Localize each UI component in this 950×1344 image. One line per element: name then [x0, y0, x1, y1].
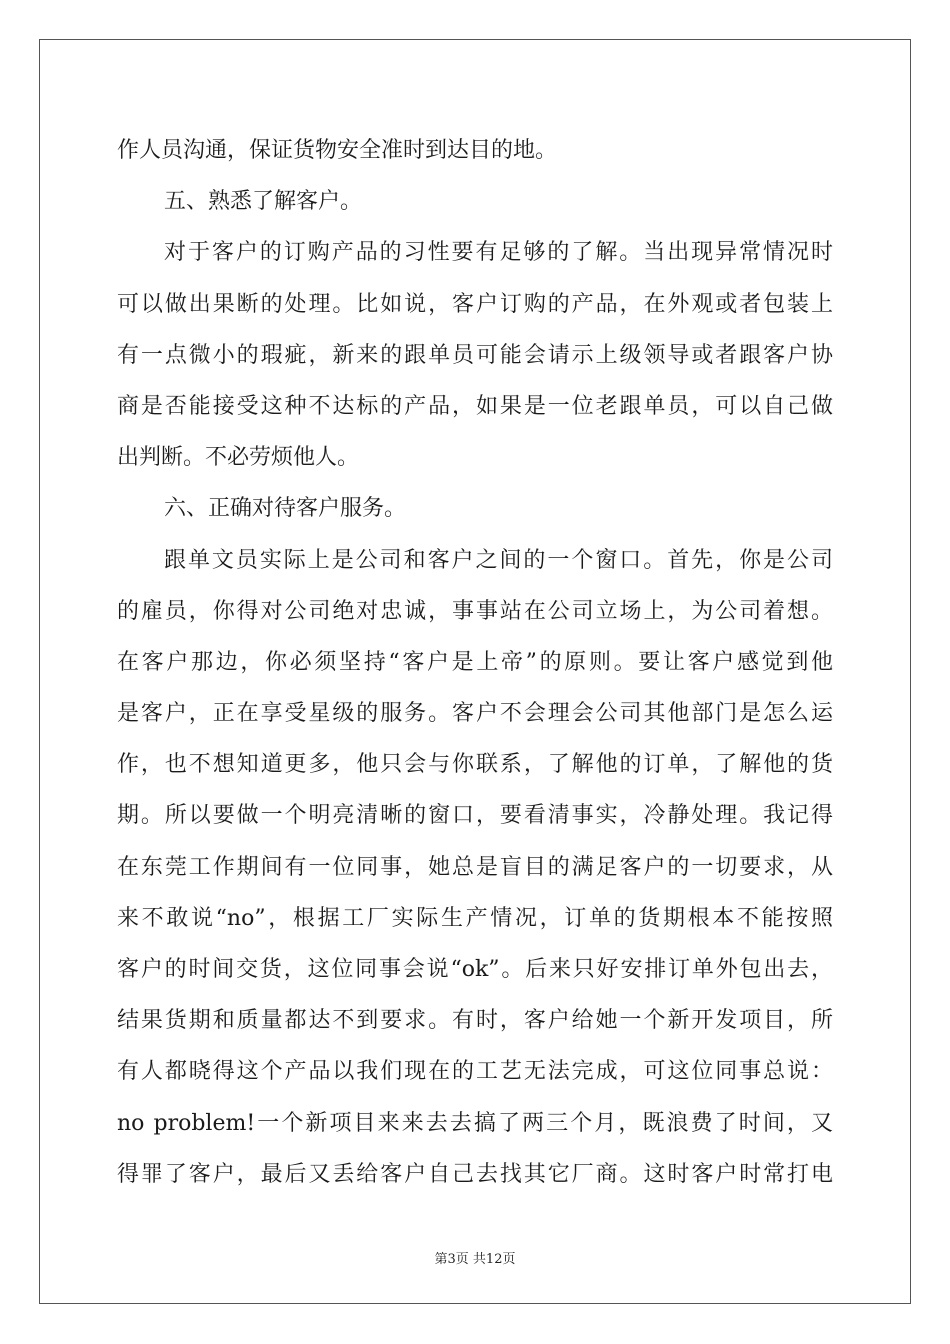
text-line: 商是否能接受这种不达标的产品，如果是一位老跟单员，可以自己做: [117, 393, 833, 419]
text-line: 可以做出果断的处理。比如说，客户订购的产品，在外观或者包装上: [117, 291, 833, 317]
text-line: 得罪了客户，最后又丢给客户自己去找其它厂商。这时客户时常打电: [117, 1161, 833, 1187]
text-line: no problem!一个新项目来来去去搞了两三个月，既浪费了时间，又: [117, 1110, 833, 1136]
text-line: 出判断。不必劳烦他人。: [117, 445, 360, 471]
text-line: 在东莞工作期间有一位同事，她总是盲目的满足客户的一切要求，从: [117, 854, 833, 880]
text-line: 来不敢说“no”，根据工厂实际生产情况，订单的货期根本不能按照: [117, 905, 833, 931]
text-line: 对于客户的订购产品的习性要有足够的了解。当出现异常情况时: [164, 240, 833, 266]
text-line: 在客户那边，你必须坚持“客户是上帝”的原则。要让客户感觉到他: [117, 649, 833, 675]
text-line: 五、熟悉了解客户。: [164, 189, 363, 215]
text-line: 是客户，正在享受星级的服务。客户不会理会公司其他部门是怎么运: [117, 701, 833, 727]
text-line: 的雇员，你得对公司绝对忠诚，事事站在公司立场上，为公司着想。: [117, 598, 833, 624]
text-line: 作人员沟通，保证货物安全准时到达目的地。: [117, 138, 558, 163]
text-line: 作，也不想知道更多，他只会与你联系，了解他的订单，了解他的货: [117, 752, 833, 778]
text-line: 有人都晓得这个产品以我们现在的工艺无法完成，可这位同事总说：: [117, 1059, 833, 1085]
text-line: 期。所以要做一个明亮清晰的窗口，要看清事实，冷静处理。我记得: [117, 803, 833, 829]
document-body: [117, 125, 833, 1200]
text-line: 结果货期和质量都达不到要求。有时，客户给她一个新开发项目，所: [117, 1008, 833, 1034]
text-line: 六、正确对待客户服务。: [164, 496, 407, 522]
page-footer: 第3页 共12页: [434, 1252, 516, 1267]
text-line: 客户的时间交货，这位同事会说“ok”。后来只好安排订单外包出去，: [117, 957, 833, 982]
text-line: 有一点微小的瑕疵，新来的跟单员可能会请示上级领导或者跟客户协: [117, 342, 833, 368]
text-line: 跟单文员实际上是公司和客户之间的一个窗口。首先，你是公司: [164, 547, 833, 573]
